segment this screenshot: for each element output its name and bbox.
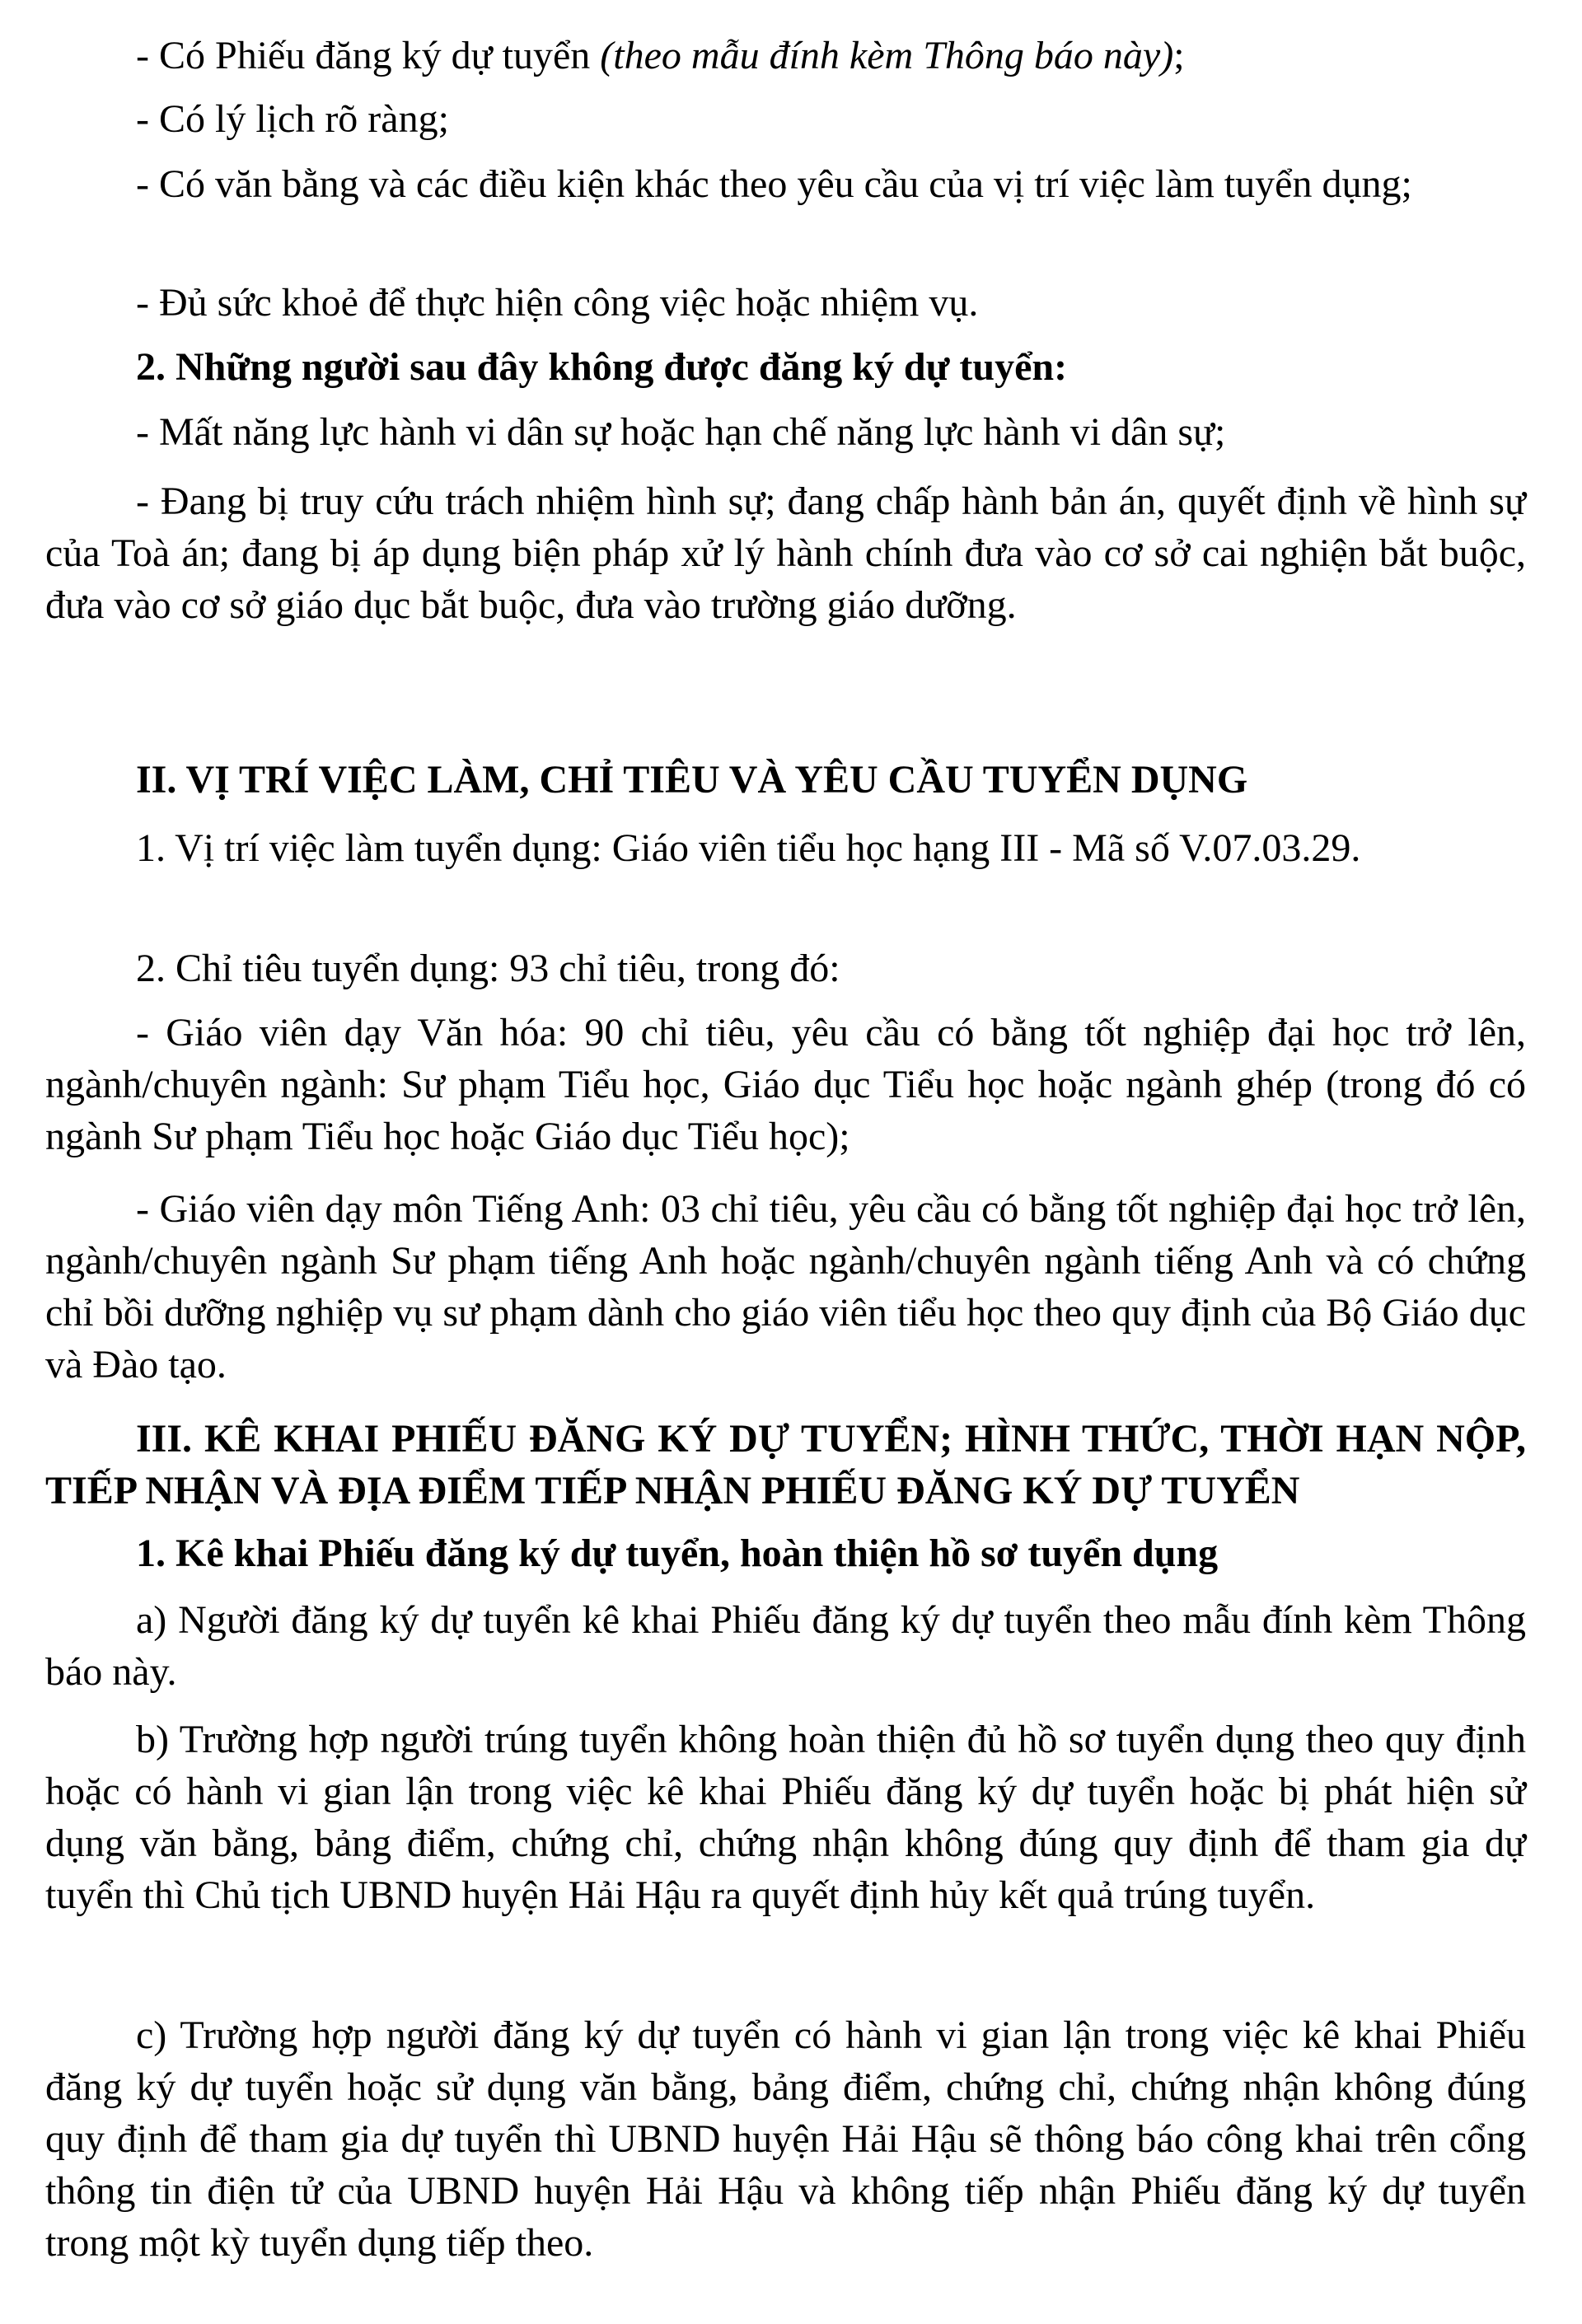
section-iii-heading: III. KÊ KHAI PHIẾU ĐĂNG KÝ DỰ TUYỂN; HÌNH THỨC, THỜI HẠN NỘP, TIẾP NHẬN VÀ ĐỊA ĐIỂM TIẾP NHẬN PHIẾU ĐĂNG KÝ DỰ TUYỂN [45, 1417, 1526, 1513]
requirement-health: - Đủ sức khoẻ để thực hiện công việc hoặc nhiệm vụ. [136, 281, 979, 325]
punctuation: ; [1173, 34, 1185, 77]
requirement-text: - Có Phiếu đăng ký dự tuyển [136, 34, 601, 77]
section-ii-heading: II. VỊ TRÍ VIỆC LÀM, CHỈ TIÊU VÀ YÊU CẦU TUYỂN DỤNG [136, 758, 1248, 802]
quota-english-teacher: - Giáo viên dạy môn Tiếng Anh: 03 chỉ tiêu, yêu cầu có bằng tốt nghiệp đại học trở lên, ngành/chuyên ngành Sư phạm tiếng Anh hoặc ngành/chuyên ngành tiếng Anh và có chứng chỉ bồi dưỡng nghiệp vụ sư phạm dành cho giáo viên tiểu học theo quy định của Bộ Giáo dục và Đào tạo. [45, 1187, 1526, 1386]
quota-total: 2. Chỉ tiêu tuyển dụng: 93 chỉ tiêu, trong đó: [136, 947, 840, 990]
ineligible-civil-capacity: - Mất năng lực hành vi dân sự hoặc hạn chế năng lực hành vi dân sự; [136, 410, 1226, 454]
heading-ineligible: 2. Những người sau đây không được đăng ký dự tuyển: [136, 345, 1068, 389]
job-position: 1. Vị trí việc làm tuyển dụng: Giáo viên tiểu học hạng III - Mã số V.07.03.29. [136, 826, 1361, 870]
quota-general-teacher: - Giáo viên dạy Văn hóa: 90 chỉ tiêu, yêu cầu có bằng tốt nghiệp đại học trở lên, ngành/chuyên ngành: Sư phạm Tiểu học, Giáo dục Tiểu học hoặc ngành ghép (trong đó có ngành Sư phạm Tiểu học hoặc Giáo dục Tiểu học); [45, 1011, 1526, 1158]
clause-b: b) Trường hợp người trúng tuyển không hoàn thiện đủ hồ sơ tuyển dụng theo quy định hoặc có hành vi gian lận trong việc kê khai Phiếu đăng ký dự tuyển hoặc bị phát hiện sử dụng văn bằng, bảng điểm, chứng chỉ, chứng nhận không đúng quy định để tham gia dự tuyển thì Chủ tịch UBND huyện Hải Hậu ra quyết định hủy kết quả trúng tuyển. [45, 1718, 1526, 1917]
ineligible-criminal: - Đang bị truy cứu trách nhiệm hình sự; đang chấp hành bản án, quyết định về hình sự của Toà án; đang bị áp dụng biện pháp xử lý hành chính đưa vào cơ sở cai nghiện bắt buộc, đưa vào cơ sở giáo dục bắt buộc, đưa vào trường giáo dưỡng. [45, 479, 1526, 627]
clause-c: c) Trường hợp người đăng ký dự tuyển có hành vi gian lận trong việc kê khai Phiếu đăng ký dự tuyển hoặc sử dụng văn bằng, bảng điểm, chứng chỉ, chứng nhận không đúng quy định để tham gia dự tuyển thì UBND huyện Hải Hậu sẽ thông báo công khai trên cổng thông tin điện tử của UBND huyện Hải Hậu và không tiếp nhận Phiếu đăng ký dự tuyển trong một kỳ tuyển dụng tiếp theo. [45, 2013, 1526, 2265]
requirement-registration-form [45, 30, 1526, 82]
italic-note: (theo mẫu đính kèm Thông báo này) [600, 34, 1174, 77]
clause-a: a) Người đăng ký dự tuyển kê khai Phiếu đăng ký dự tuyển theo mẫu đính kèm Thông báo này. [45, 1598, 1526, 1694]
requirement-resume: - Có lý lịch rõ ràng; [136, 97, 449, 141]
heading-declaration: 1. Kê khai Phiếu đăng ký dự tuyển, hoàn thiện hồ sơ tuyển dụng [136, 1531, 1219, 1575]
requirement-degree: - Có văn bằng và các điều kiện khác theo yêu cầu của vị trí việc làm tuyển dụng; [136, 162, 1412, 206]
